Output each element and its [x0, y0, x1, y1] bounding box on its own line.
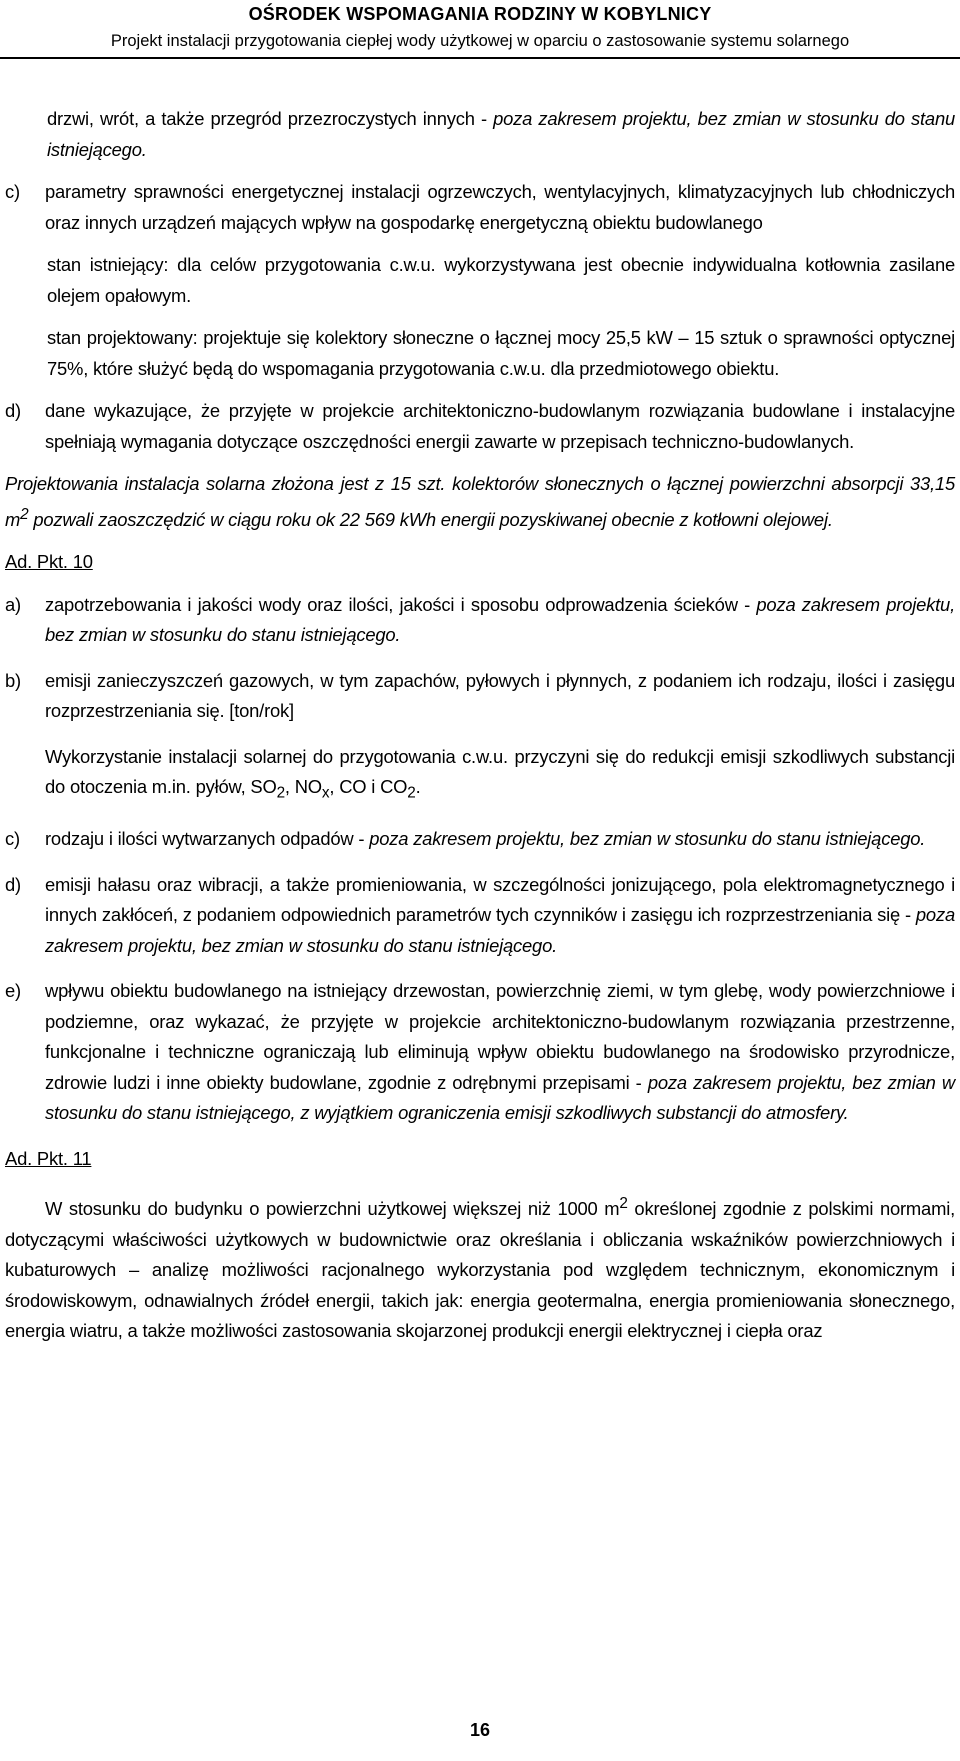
ad10-item-d-italic: poza zakresem projektu, bez zmian w stosunku do stanu istniejącego.: [45, 904, 955, 956]
ad10-item-b-text: emisji zanieczyszczeń gazowych, w tym zapachów, pyłowych i płynnych, z podaniem ich rodzaju, ilości i zasięgu rozprzestrzeniania się. [ton/rok]: [45, 669, 955, 722]
item-c-text: parametry sprawności energetycznej instalacji ogrzewczych, wentylacyjnych, klimatyzacyjnych lub chłodniczych oraz innych urządzeń mających wpływ na gospodarkę energetyczną obiektu budowlanego: [45, 181, 955, 233]
ad11-text-a: W stosunku do budynku o powierzchni użytkowej większej niż 1000 m: [45, 1198, 620, 1220]
ad11-heading-text: Ad. Pkt. 11: [5, 1147, 92, 1169]
item-c: [5, 177, 955, 238]
emissions-note-end: .: [415, 776, 421, 798]
planned-state: stan projektowany: projektuje się kolektory słoneczne o łącznej mocy 25,5 kW – 15 sztuk o sprawności optycznej 75%, które służyć będą do wspomagania przygotowania c.w.u. dla przedmiotowego obiektu.: [47, 327, 955, 379]
ad10-item-a-italic: poza zakresem projektu, bez zmian w stosunku do stanu istniejącego.: [45, 593, 955, 646]
co2-subscript: 2: [407, 784, 416, 802]
item-d-text: dane wykazujące, że przyjęte w projekcie architektoniczno-budowlanym rozwiązania budowlane i instalacyjne spełniają wymagania dotyczące oszczędności energii zawarte w przepisach techniczno-budowlanych.: [45, 400, 955, 452]
intro-italic: poza zakresem projektu, bez zmian w stosunku do stanu istniejącego.: [47, 108, 955, 160]
item-c-label: c): [5, 181, 20, 202]
solar-summary-a: Projektowania instalacja solarna złożona jest z 15 szt. kolektorów słonecznych o łącznej powierzchni absorpcji 33,15 m: [5, 473, 955, 530]
solar-summary-b: pozwali zaoszczędzić w ciągu roku ok 22 569 kWh energii pozyskiwanej obecnie z kotłowni olejowej.: [28, 508, 833, 530]
ad10-item-d: [5, 870, 955, 962]
solar-summary: [5, 469, 955, 535]
emissions-note-nox: , NO: [284, 776, 322, 798]
ad11-heading: [5, 1144, 955, 1175]
item-d: [5, 396, 955, 457]
emissions-note-co: , CO i CO: [329, 776, 408, 798]
ad10-item-c-text: rodzaju i ilości wytwarzanych odpadów -: [45, 828, 370, 850]
emissions-note-text: Wykorzystanie instalacji solarnej do przygotowania c.w.u. przyczyni się do redukcji emisji szkodliwych substancji do otoczenia m.in. pyłów, SO: [45, 745, 955, 798]
item-d-label: d): [5, 400, 21, 421]
intro-text: drzwi, wrót, a także przegród przezroczystych innych -: [47, 108, 494, 129]
ad10-item-e-italic: poza zakresem projektu, bez zmian w stosunku do stanu istniejącego, z wyjątkiem ograniczenia emisji szkodliwych substancji do atmosfery.: [45, 1071, 955, 1124]
intro-paragraph: [5, 104, 955, 165]
ad10-item-e-text: wpływu obiektu budowlanego na istniejący drzewostan, powierzchnię ziemi, w tym glebę, wody powierzchniowe i podziemne, oraz wykazać, że przyjęte w projekcie architektoniczno-budowlanym rozwiązania przestrzenne, funkcjonalne i techniczne ograniczają lub eliminują wpływ obiektu budowlanego na środowisko przyrodnicze, zdrowie ludzi i inne obiekty budowlane, zgodnie z odrębnymi przepisami -: [45, 980, 955, 1093]
nox-subscript: x: [321, 784, 330, 802]
header-divider: [0, 57, 960, 59]
ad11-sup: 2: [619, 1195, 628, 1213]
ad10-item-a-label: a): [5, 593, 21, 615]
ad10-item-d-text: emisji hałasu oraz wibracji, a także promieniowania, w szczególności jonizującego, pola elektromagnetycznego i innych zakłóceń, z podaniem odpowiednich parametrów tych czynników i zasięgu ich rozprzestrzeniania się -: [45, 873, 955, 926]
ad10-item-a-text: zapotrzebowania i jakości wody oraz ilości, jakości i sposobu odprowadzenia ścieków -: [45, 593, 757, 615]
so2-subscript: 2: [276, 784, 285, 802]
header-organization: OŚRODEK WSPOMAGANIA RODZINY W KOBYLNICY: [248, 4, 712, 24]
ad10-heading-text: Ad. Pkt. 10: [5, 551, 93, 573]
emissions-note: [5, 742, 955, 810]
ad10-item-a: [5, 590, 955, 651]
ad10-item-b-label: b): [5, 669, 21, 691]
solar-summary-sup: 2: [20, 505, 29, 523]
page-number: 16: [469, 1720, 491, 1740]
ad10-item-e-label: e): [5, 980, 21, 1002]
existing-state: stan istniejący: dla celów przygotowania c.w.u. wykorzystywana jest obecnie indywidualna kotłownia zasilane olejem opałowym.: [47, 254, 955, 306]
ad10-heading: [5, 547, 955, 578]
document-body: [5, 104, 955, 1347]
header-project-title: Projekt instalacji przygotowania ciepłej wody użytkowej w oparciu o zastosowanie systemu solarnego: [110, 32, 850, 50]
ad10-item-b: [5, 666, 955, 727]
ad10-item-c: [5, 824, 955, 855]
ad10-item-c-italic: poza zakresem projektu, bez zmian w stosunku do stanu istniejącego.: [369, 828, 926, 850]
ad11-text-b: określonej zgodnie z polskimi normami, dotyczącymi właściwości użytkowych w budownictwie oraz określania i obliczania wskaźników powierzchniowych i kubaturowych – analizę możliwości racjonalnego wykorzystania pod względem technicznym, ekonomicznym i środowiskowym, odnawialnych źródeł energii, takich jak: energia geotermalna, energia promieniowania słonecznego, energia wiatru, a także możliwości zastosowania skojarzonej produkcji energii elektrycznej i ciepła oraz: [5, 1198, 955, 1342]
ad10-item-c-label: c): [5, 828, 20, 850]
ad10-item-e: [5, 976, 955, 1129]
ad10-item-d-label: d): [5, 873, 21, 895]
ad11-paragraph: [5, 1189, 955, 1347]
